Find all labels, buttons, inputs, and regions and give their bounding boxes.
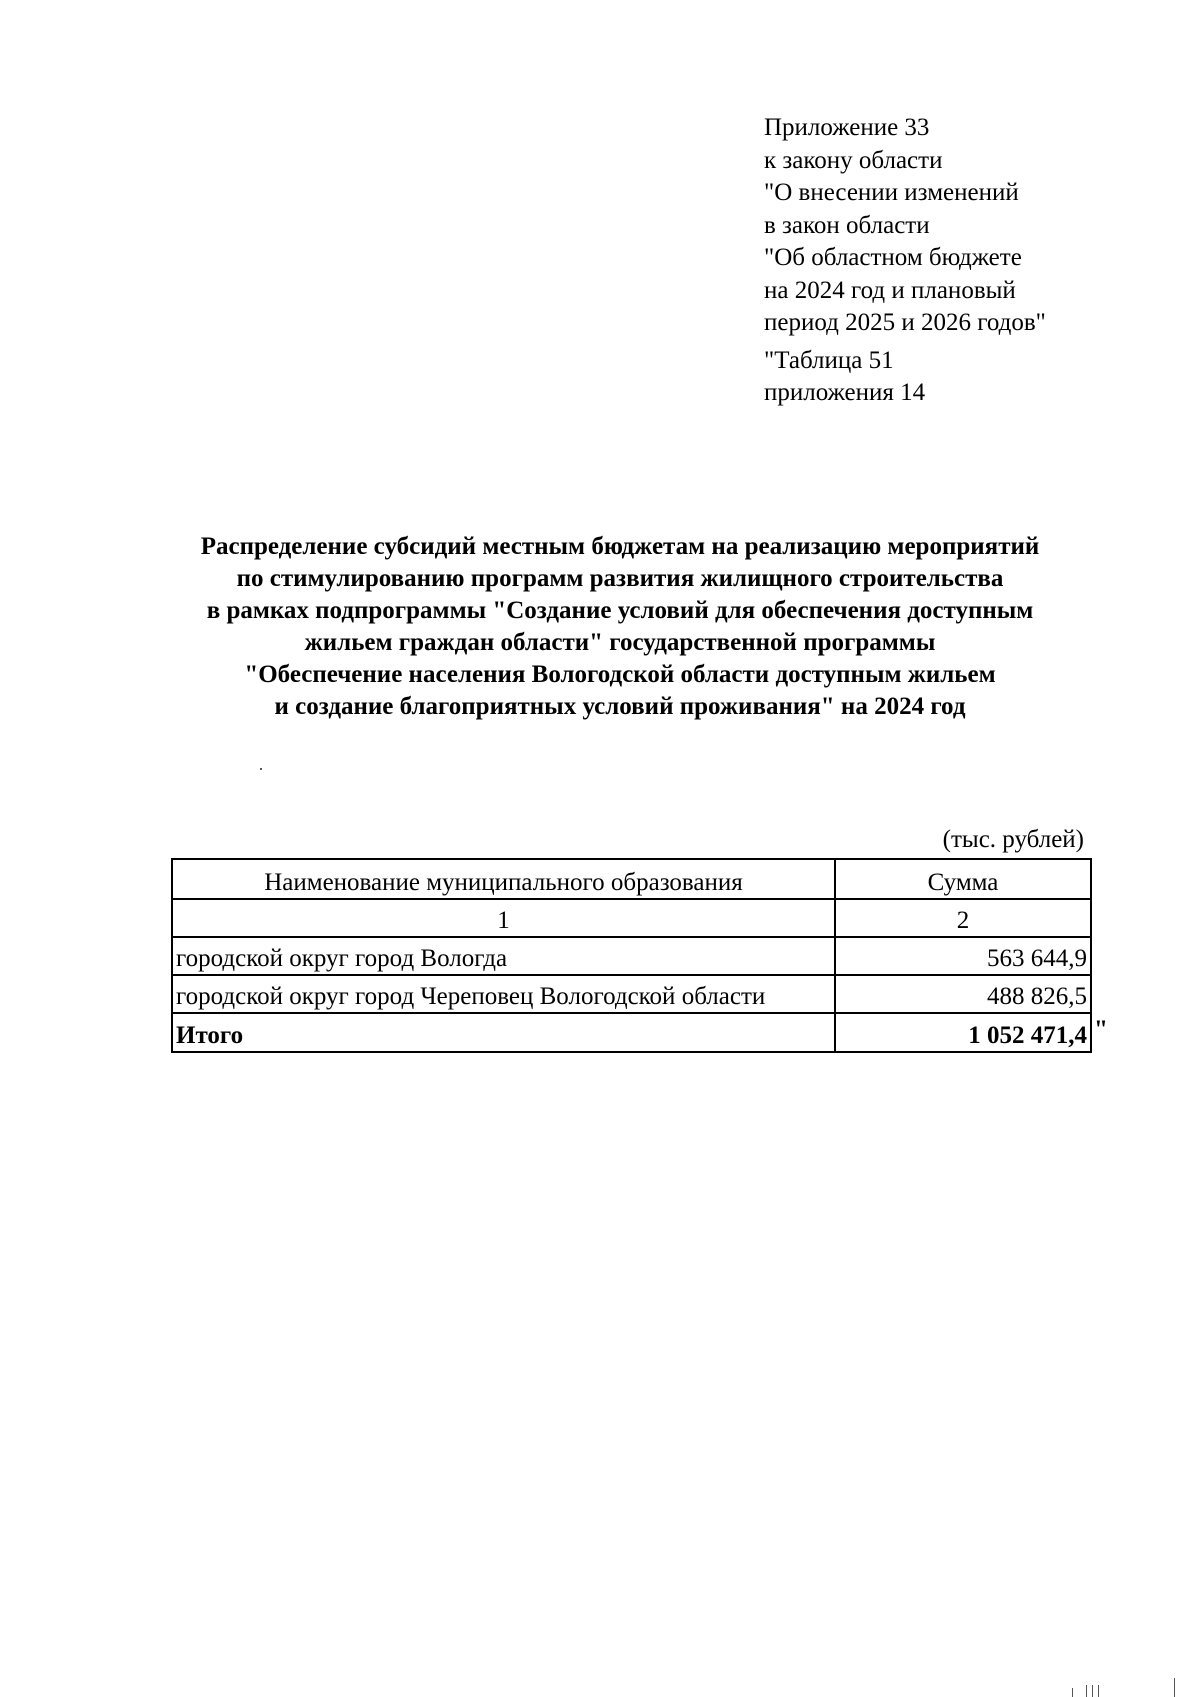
units-label: (тыс. рублей) — [942, 826, 1084, 853]
closing-quote: " — [1094, 1016, 1108, 1043]
title-line: и создание благоприятных условий проживания" на 2024 год — [274, 693, 966, 720]
table-header-row — [172, 859, 1091, 899]
appendix-line: к закону области — [764, 146, 943, 174]
subsidy-amount: 563 644,9 — [835, 937, 1091, 975]
municipality-name: городской округ город Вологда — [172, 937, 835, 975]
total-row — [172, 1013, 1091, 1052]
appendix-header — [764, 112, 1164, 410]
appendix-line: Приложение 33 — [764, 114, 930, 141]
title-line: по стимулированию программ развития жилищного строительства — [236, 565, 1004, 592]
appendix-line: "Об областном бюджете — [764, 244, 1022, 271]
column-header-amount: Сумма — [835, 859, 1091, 899]
scan-edge-marks — [1064, 1678, 1184, 1697]
appendix-line: на 2024 год и плановый — [764, 276, 1016, 304]
table-row — [172, 937, 1091, 975]
appendix-line: "О внесении изменений — [764, 179, 1019, 206]
title-line: "Обеспечение населения Вологодской области доступным жильем — [244, 661, 996, 688]
title-line: Распределение субсидий местным бюджетам на реализацию мероприятий — [200, 533, 1040, 560]
table-reference-line: приложения 14 — [764, 379, 926, 406]
table-row — [172, 975, 1091, 1013]
title-line: в рамках подпрограммы "Создание условий для обеспечения доступным — [206, 597, 1034, 624]
subsidy-amount: 488 826,5 — [835, 975, 1091, 1013]
title-line: жильем граждан области" государственной программы — [304, 629, 936, 656]
appendix-line: период 2025 и 2026 годов" — [764, 309, 1046, 336]
municipality-name: городской округ город Череповец Вологодской области — [172, 975, 835, 1013]
column-number: 2 — [835, 899, 1091, 937]
document-title — [120, 531, 1120, 723]
column-number: 1 — [172, 899, 835, 937]
column-number-row — [172, 899, 1091, 937]
scan-speck — [260, 768, 262, 770]
total-amount: 1 052 471,4 — [835, 1013, 1091, 1052]
subsidy-table — [171, 858, 1090, 1053]
total-label: Итого — [172, 1013, 835, 1052]
column-header-name: Наименование муниципального образования — [172, 859, 835, 899]
appendix-line: в закон области — [764, 211, 930, 239]
table-reference-line: "Таблица 51 — [764, 346, 894, 374]
